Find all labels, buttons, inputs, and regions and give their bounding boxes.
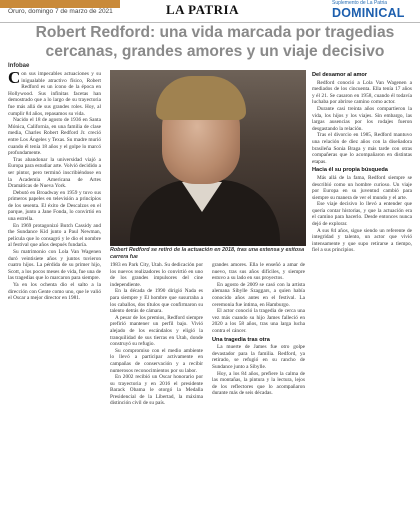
article-column-1: [8, 71, 101, 516]
paragraph: En agosto de 2009 se casó con la artista alemana Sibylle Szaggars, a quien había conocido años antes en el festival. La ceremonia fue íntima, en Hamburgo.: [212, 281, 305, 308]
section-logo: [326, 0, 420, 22]
paragraph: Tras abandonar la universidad viajó a Europa para estudiar arte. Volvió decidido a ser pintor, pero terminó inscribiéndose en la Academia Americana de Artes Dramáticas de Nueva York.: [8, 156, 101, 190]
paragraph: La muerte de James fue otro golpe devastador para la familia. Redford, ya retirado, se refugió en su rancho de Sundance junto a Sibylle.: [212, 344, 305, 370]
paragraph: grandes amores. Ella le enseñó a amar de nuevo, tras sus años difíciles, y siempre estuvo a su lado en sus proyectos.: [212, 262, 305, 282]
paragraph: Hoy, a los 84 años, prefiere la calma de las montañas, la pintura y la lectura, lejos de los reflectores que lo acompañaron durante más de seis décadas.: [212, 370, 305, 397]
article-column-4: [312, 70, 412, 516]
paragraph: En 1969 protagonizó Butch Cassidy and the Sundance Kid junto a Paul Newman, película que lo consagró y le dio el nombre al festival que años después fundaría.: [8, 222, 101, 249]
subheading: Del desamor al amor: [312, 72, 368, 78]
dateline: Oruro, domingo 7 de marzo de 2021: [8, 8, 113, 15]
photo-caption: Robert Redford se retiró de la actuación en 2018, tras una extensa y exitosa carrera fue: [110, 247, 305, 260]
article-column-3: [212, 262, 305, 516]
article-column-2: [110, 262, 203, 516]
article-photo: [110, 70, 306, 246]
masthead: LA PATRIA: [166, 2, 239, 17]
paragraph: Debutó en Broadway en 1959 y tuvo sus primeros papeles en televisión a principios de los sesenta. El éxito de Descalzos en el parque, junto a Jane Fonda, lo convirtió en una estrella.: [8, 189, 101, 223]
subheading: Una tragedia tras otra: [212, 336, 270, 343]
paragraph: A pesar de los premios, Redford siempre prefirió mantener un perfil bajo. Vivió alejado de los escándalos y eligió la tranquilidad de sus tierras en Utah, donde construyó su refugio.: [110, 314, 203, 348]
paragraph: 1983 en Park City, Utah. Su dedicación por los nuevos realizadores lo convirtió en uno de los grandes impulsores del cine independiente.: [110, 262, 203, 288]
paragraph: A sus 84 años, sigue siendo un referente de integridad y talento, un actor que vivió intensamente y que supo retirarse a tiempo, fiel a sus principios.: [312, 227, 412, 254]
paragraph: Su matrimonio con Lola Van Wagenen duró veintisiete años y juntos tuvieron cuatro hijos. La pérdida de su primer hijo, Scott, a los pocos meses de vida, fue una de las tragedias que lo marcaron para siempre.: [8, 249, 101, 282]
photo-hair: [156, 76, 246, 120]
paragraph: Durante casi treinta años compartieron la vida, los hijos y los viajes. Sin embargo, las largas ausencias por los rodajes fueron desgastando la relación.: [312, 105, 412, 132]
paragraph: Tras el divorcio en 1985, Redford mantuvo una relación de diez años con la diseñadora brasileña Sonia Braga y más tarde con otras compañeras que lo acompañaron en distintas etapas.: [312, 132, 412, 165]
paragraph: En 2002 recibió un Oscar honorario por su trayectoria y en 2016 el presidente Barack Obama le otorgó la Medalla Presidencial de la Libertad, la máxima distinción civil de su país.: [110, 374, 203, 407]
paragraph: Su compromiso con el medio ambiente lo llevó a participar activamente en campañas de conservación y a recibir numerosos reconocimientos por su labor.: [110, 347, 203, 374]
paragraph: El actor conoció la tragedia de cerca una vez más cuando su hijo James falleció en 2020 a los 58 años, tras una larga lucha contra el cáncer.: [212, 308, 305, 334]
paragraph: Ese viaje decisivo lo llevó a entender que quería contar historias, y que la actuación era el camino para hacerlo. Desde entonces nunca dejó de explorar.: [312, 201, 412, 228]
section-name: DOMINICAL: [332, 6, 405, 20]
paragraph: Nacido el 18 de agosto de 1936 en Santa Mónica, California, en una familia de clase media, Charles Robert Redford Jr. creció entre Los Ángeles y Texas. Su madre murió cuando él tenía 18 años y el golpe lo marcó profundamente.: [8, 117, 101, 157]
article-headline: Robert Redford: una vida marcada por tragedias cercanas, grandes amores y un viaje decisivo: [35, 24, 395, 60]
paragraph: Redford conoció a Lola Van Wagenen a mediados de los cincuenta. Ella tenía 17 años y él 21. Se casaron en 1958, cuando él todavía luchaba por abrirse camino como actor.: [312, 79, 412, 106]
subheading: Hacia él su propia búsqueda: [312, 167, 388, 174]
paragraph: En la década de 1990 dirigió Nada es para siempre y El hombre que susurraba a los caballos, dos títulos que confirmaron su talento detrás de cámara.: [110, 288, 203, 315]
paragraph: Con sus impecables actuaciones y su inigualable atractivo físico, Robert Redford es un ícono de la época en Hollywood. Sus infinitas facetas han demostrado que a lo largo de su trayectoria fue más allá de sus grandes roles. Hoy, al cumplir 84 años, repasamos su vida.: [8, 71, 101, 117]
page-header: [0, 0, 420, 22]
drop-cap: C: [8, 71, 21, 87]
supplement-tag: Suplemento de La Patria: [332, 0, 388, 6]
header-accent-stripe: [0, 0, 120, 8]
article-byline: Infobae: [8, 63, 30, 69]
paragraph: Ya en los ochenta dio el salto a la dirección con Gente como uno, que le valió el Oscar a mejor director en 1981.: [8, 282, 101, 302]
paragraph: Más allá de la fama, Redford siempre se describió como un hombre curioso. Un viaje por Europa en su juventud cambió para siempre su manera de ver el mundo y el arte.: [312, 174, 412, 201]
